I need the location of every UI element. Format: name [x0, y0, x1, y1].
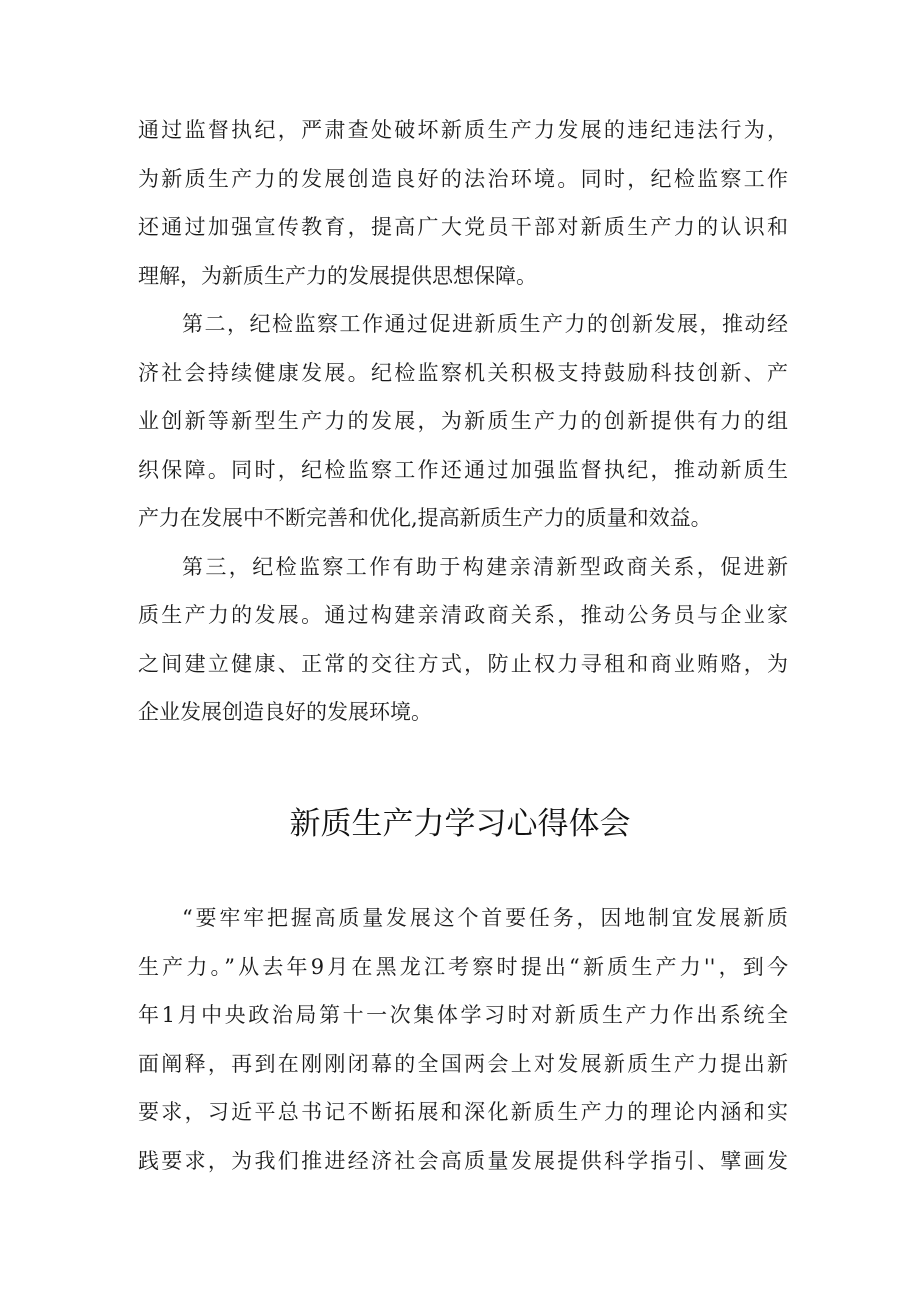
- text-line: 通过监督执纪，严肃查处破坏新质生产力发展的违纪违法行为，: [138, 118, 788, 142]
- section-heading: 新质生产力学习心得体会: [289, 806, 631, 842]
- paragraph-1: [138, 106, 788, 300]
- text-line: 第三，纪检监察工作有助于构建亲清新型政商关系，促进新: [182, 554, 788, 579]
- text-line: 践要求，为我们推进经济社会高质量发展提供科学指引、擘画发: [138, 1148, 788, 1173]
- text-line: 产力在发展中不断完善和优化,提高新质生产力的质量和效益。: [138, 506, 712, 530]
- text-line: 济社会持续健康发展。纪检监察机关积极支持鼓励科技创新、产: [138, 360, 788, 385]
- text-line: 企业发展创造良好的发展环境。: [138, 700, 432, 724]
- paragraph-3: [138, 543, 788, 737]
- text-line: “要牢牢把握高质量发展这个首要任务，因地制宜发展新质: [182, 906, 788, 930]
- paragraph-4: [138, 894, 788, 1185]
- text-line: 织保障。同时，纪检监察工作还通过加强监督执纪，推动新质生: [138, 457, 788, 482]
- text-line: 业创新等新型生产力的发展，为新质生产力的创新提供有力的组: [138, 409, 788, 433]
- text-line: 生产力。”从去年9月在黑龙江考察时提出“新质生产力''，到今: [138, 954, 788, 979]
- text-line: 质生产力的发展。通过构建亲清政商关系，推动公务员与企业家: [138, 603, 788, 627]
- text-line: 为新质生产力的发展创造良好的法治环境。同时，纪检监察工作: [138, 166, 788, 191]
- text-line: 理解，为新质生产力的发展提供思想保障。: [138, 263, 537, 288]
- text-line: 还通过加强宣传教育，提高广大党员干部对新质生产力的认识和: [138, 215, 788, 239]
- text-line: 之间建立健康、正常的交往方式，防止权力寻租和商业贿赂，为: [138, 651, 788, 676]
- text-line: 第二，纪检监察工作通过促进新质生产力的创新发展，推动经: [182, 312, 788, 336]
- text-line: 年1月中央政治局第十一次集体学习时对新质生产力作出系统全: [138, 1003, 788, 1027]
- body-text-top: [138, 106, 788, 737]
- text-line: 要求，习近平总书记不断拓展和深化新质生产力的理论内涵和实: [138, 1100, 788, 1124]
- body-text-bottom: [138, 894, 788, 1185]
- text-line: 面阐释，再到在刚刚闭幕的全国两会上对发展新质生产力提出新: [138, 1051, 788, 1076]
- paragraph-2: [138, 300, 788, 543]
